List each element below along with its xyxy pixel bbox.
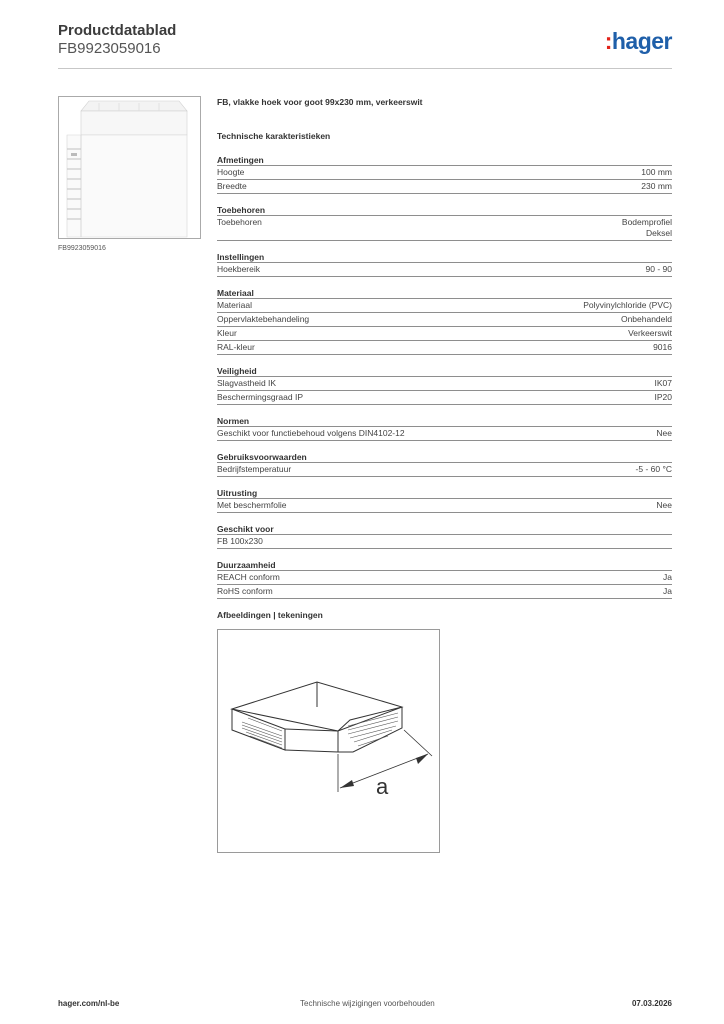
- spec-label: Kleur: [217, 328, 237, 338]
- spec-value: 9016: [653, 342, 672, 352]
- spec-row: [217, 313, 672, 327]
- spec-label: REACH conform: [217, 572, 280, 582]
- drawings-heading: Afbeeldingen | tekeningen: [217, 610, 323, 620]
- spec-value: Nee: [656, 500, 672, 510]
- spec-value: Ja: [663, 586, 672, 596]
- spec-value: Polyvinylchloride (PVC): [583, 300, 672, 310]
- spec-row: [217, 427, 672, 441]
- spec-row: [217, 585, 672, 599]
- spec-label: Beschermingsgraad IP: [217, 392, 303, 402]
- spec-value: 90 - 90: [645, 264, 672, 274]
- spec-label: Geschikt voor functiebehoud volgens DIN4102-12: [217, 428, 405, 438]
- photo-caption: FB9923059016: [58, 245, 106, 252]
- section-title: Veiligheid: [217, 365, 672, 377]
- datasheet-main: [217, 96, 672, 853]
- spec-row: [217, 377, 672, 391]
- section-accessories: [217, 204, 672, 241]
- section-sustainability: [217, 559, 672, 599]
- spec-row: [217, 299, 672, 313]
- section-title: Afmetingen: [217, 154, 672, 166]
- spec-row: [217, 463, 672, 477]
- product-title: FB, vlakke hoek voor goot 99x230 mm, verkeerswit: [217, 97, 423, 107]
- section-title: Toebehoren: [217, 204, 672, 216]
- spec-value: Onbehandeld: [620, 314, 672, 324]
- footer-notice: Technische wijzigingen voorbehouden: [300, 999, 435, 1008]
- section-title: Instellingen: [217, 251, 672, 263]
- spec-label: Materiaal: [217, 300, 252, 310]
- section-safety: [217, 365, 672, 405]
- spec-label: Met beschermfolie: [217, 500, 287, 510]
- spec-value: -5 - 60 °C: [635, 464, 672, 474]
- page-header: [58, 22, 672, 68]
- spec-value: Bodemprofiel Deksel: [621, 217, 672, 238]
- spec-row: [217, 263, 672, 277]
- logo-text: hager: [611, 28, 672, 54]
- hager-logo[interactable]: [605, 28, 672, 55]
- document-title: Productdatablad: [58, 22, 177, 39]
- article-number: FB9923059016: [58, 40, 161, 57]
- section-title: Uitrusting: [217, 487, 672, 499]
- spec-row: [217, 391, 672, 405]
- section-title: Duurzaamheid: [217, 559, 672, 571]
- section-title: Geschikt voor: [217, 523, 672, 535]
- spec-label: FB 100x230: [217, 536, 263, 546]
- footer-date: 07.03.2026: [631, 999, 672, 1008]
- spec-label: Breedte: [217, 181, 247, 191]
- product-photo: [58, 96, 201, 239]
- technical-characteristics-heading: Technische karakteristieken: [217, 131, 331, 141]
- spec-label: Oppervlaktebehandeling: [217, 314, 310, 324]
- dimension-label: a: [376, 774, 389, 799]
- footer-website-link[interactable]: hager.com/nl-be: [58, 999, 120, 1008]
- section-dimensions: [217, 154, 672, 194]
- section-settings: [217, 251, 672, 277]
- section-suitable-for: [217, 523, 672, 549]
- spec-label: Bedrijfstemperatuur: [217, 464, 292, 474]
- spec-row: [217, 571, 672, 585]
- spec-value: Nee: [656, 428, 672, 438]
- spec-row: [217, 216, 672, 241]
- spec-value: 100 mm: [641, 167, 672, 177]
- section-standards: [217, 415, 672, 441]
- spec-label: RAL-kleur: [217, 342, 255, 352]
- spec-row: [217, 327, 672, 341]
- section-operating-conditions: [217, 451, 672, 477]
- spec-value: Verkeerswit: [628, 328, 672, 338]
- spec-row: [217, 180, 672, 194]
- spec-label: Hoogte: [217, 167, 245, 177]
- spec-label: RoHS conform: [217, 586, 273, 596]
- spec-value: 230 mm: [641, 181, 672, 191]
- technical-drawing: [217, 629, 440, 853]
- spec-label: Slagvastheid IK: [217, 378, 277, 388]
- section-title: Gebruiksvoorwaarden: [217, 451, 672, 463]
- section-equipment: [217, 487, 672, 513]
- spec-value: IK07: [654, 378, 672, 388]
- logo-dot: :: [604, 28, 612, 54]
- spec-value: Ja: [663, 572, 672, 582]
- spec-row: [217, 535, 672, 549]
- section-title: Materiaal: [217, 287, 672, 299]
- spec-value: IP20: [654, 392, 672, 402]
- spec-row: [217, 341, 672, 355]
- section-title: Normen: [217, 415, 672, 427]
- section-material: [217, 287, 672, 355]
- spec-row: [217, 166, 672, 180]
- spec-row: [217, 499, 672, 513]
- spec-label: Hoekbereik: [217, 264, 260, 274]
- spec-label: Toebehoren: [217, 217, 262, 227]
- header-divider: [58, 68, 672, 69]
